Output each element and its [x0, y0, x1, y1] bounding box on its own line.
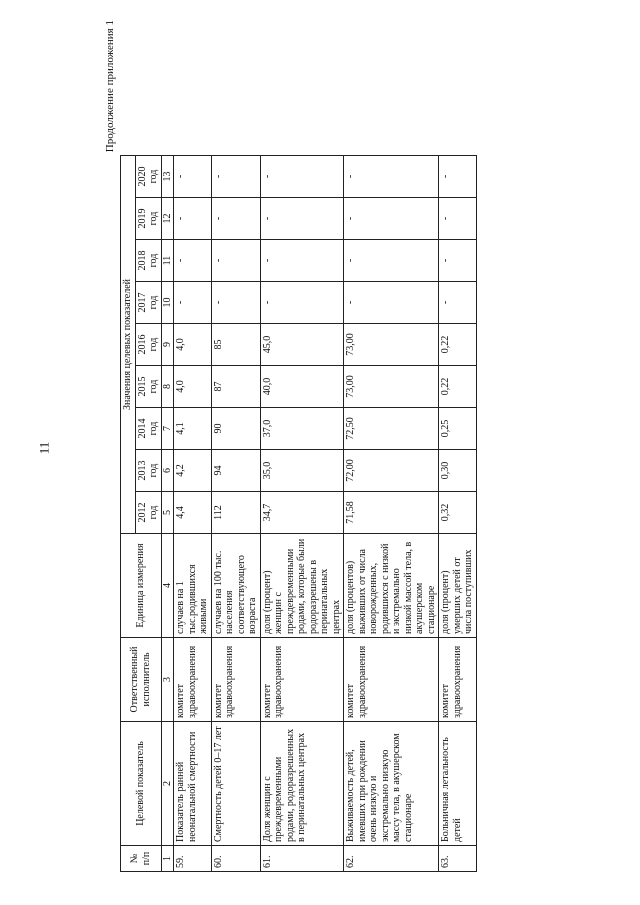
value-cell: 0,30 [439, 450, 477, 492]
header-year: 2013 год [135, 450, 161, 492]
indicator-cell: Больничная летальность детей [439, 722, 477, 846]
row-number: 63. [439, 846, 477, 872]
value-cell: 37,0 [260, 408, 344, 450]
value-cell: - [174, 240, 212, 282]
indicator-cell: Смертность детей 0–17 лет [211, 722, 260, 846]
unit-cell: случаев на 1 тыс.родившихся живыми [174, 534, 212, 638]
executor-cell: комитет здравоохранения [260, 638, 344, 722]
table-row [260, 156, 344, 872]
table-row [439, 156, 477, 872]
value-cell: - [211, 198, 260, 240]
continuation-label: Продолжение приложения 1 [104, 20, 116, 153]
value-cell: - [344, 198, 439, 240]
indicator-cell: Показатель ранней неонатальной смертности [174, 722, 212, 846]
row-number: 60. [211, 846, 260, 872]
column-index: 7 [161, 408, 174, 450]
value-cell: - [439, 282, 477, 324]
value-cell: 85 [211, 324, 260, 366]
value-cell: 90 [211, 408, 260, 450]
table-row [174, 156, 212, 872]
value-cell: 73,00 [344, 324, 439, 366]
indicators-table [120, 155, 477, 872]
value-cell: 4,0 [174, 366, 212, 408]
unit-cell: доля (процент) умерших детей от числа поступивших [439, 534, 477, 638]
header-year: 2014 год [135, 408, 161, 450]
header-year: 2019 год [135, 198, 161, 240]
value-cell: 0,22 [439, 324, 477, 366]
header-year: 2018 год [135, 240, 161, 282]
column-index: 11 [161, 240, 174, 282]
unit-cell: доля (процент) женщин с преждевременными родами, которые были родоразрешены в перинатальных центрах [260, 534, 344, 638]
value-cell: - [211, 240, 260, 282]
executor-cell: комитет здравоохранения [344, 638, 439, 722]
column-index: 13 [161, 156, 174, 198]
header-executor: Ответственный исполнитель [121, 638, 162, 722]
value-cell: 35,0 [260, 450, 344, 492]
rotated-page [104, 12, 614, 872]
column-index: 8 [161, 366, 174, 408]
column-index-row [161, 156, 174, 872]
value-cell: 4,1 [174, 408, 212, 450]
value-cell: 72,50 [344, 408, 439, 450]
unit-cell: доля (процентов) выживших от числа новорожденных, родившихся с низкой и экстремально низкой массой тела, в акушерском стационаре [344, 534, 439, 638]
value-cell: 34,7 [260, 492, 344, 534]
value-cell: 4,2 [174, 450, 212, 492]
header-year: 2015 год [135, 366, 161, 408]
value-cell: - [260, 156, 344, 198]
executor-cell: комитет здравоохранения [439, 638, 477, 722]
value-cell: - [439, 240, 477, 282]
value-cell: - [174, 282, 212, 324]
header-year: 2017 год [135, 282, 161, 324]
value-cell: 71,58 [344, 492, 439, 534]
value-cell: 72,00 [344, 450, 439, 492]
value-cell: 87 [211, 366, 260, 408]
value-cell: 45,0 [260, 324, 344, 366]
unit-cell: случаев на 100 тыс. населения соответствующего возраста [211, 534, 260, 638]
value-cell: - [211, 282, 260, 324]
executor-cell: комитет здравоохранения [211, 638, 260, 722]
column-index: 4 [161, 534, 174, 638]
header-values-group: Значения целевых показателей [121, 156, 136, 534]
value-cell: - [344, 240, 439, 282]
column-index: 2 [161, 722, 174, 846]
indicator-cell: Выживаемость детей, имевших при рождении очень низкую и экстремально низкую массу тела, в акушерском стационаре [344, 722, 439, 846]
header-num: № п/п [121, 846, 162, 872]
value-cell: - [211, 156, 260, 198]
indicator-cell: Доля женщин с преждевременными родами, родоразрешенных в перинатальных центрах [260, 722, 344, 846]
value-cell: - [260, 282, 344, 324]
column-index: 9 [161, 324, 174, 366]
value-cell: - [174, 198, 212, 240]
value-cell: - [174, 156, 212, 198]
column-index: 12 [161, 198, 174, 240]
row-number: 59. [174, 846, 212, 872]
value-cell: 0,25 [439, 408, 477, 450]
value-cell: 112 [211, 492, 260, 534]
column-index: 1 [161, 846, 174, 872]
table-row [344, 156, 439, 872]
value-cell: - [344, 282, 439, 324]
value-cell: 0,22 [439, 366, 477, 408]
value-cell: - [439, 156, 477, 198]
column-index: 3 [161, 638, 174, 722]
header-unit: Единица измерения [121, 534, 162, 638]
row-number: 61. [260, 846, 344, 872]
value-cell: 40,0 [260, 366, 344, 408]
value-cell: - [344, 156, 439, 198]
value-cell: 4,4 [174, 492, 212, 534]
column-index: 10 [161, 282, 174, 324]
header-year: 2016 год [135, 324, 161, 366]
table-row [211, 156, 260, 872]
value-cell: - [439, 198, 477, 240]
value-cell: - [260, 240, 344, 282]
value-cell: 94 [211, 450, 260, 492]
page-number: 11 [36, 441, 52, 455]
header-year: 2020 год [135, 156, 161, 198]
executor-cell: комитет здравоохранения [174, 638, 212, 722]
column-index: 5 [161, 492, 174, 534]
value-cell: - [260, 198, 344, 240]
column-index: 6 [161, 450, 174, 492]
value-cell: 4,0 [174, 324, 212, 366]
row-number: 62. [344, 846, 439, 872]
header-indicator: Целевой показатель [121, 722, 162, 846]
value-cell: 73,00 [344, 366, 439, 408]
value-cell: 0,32 [439, 492, 477, 534]
header-year: 2012 год [135, 492, 161, 534]
